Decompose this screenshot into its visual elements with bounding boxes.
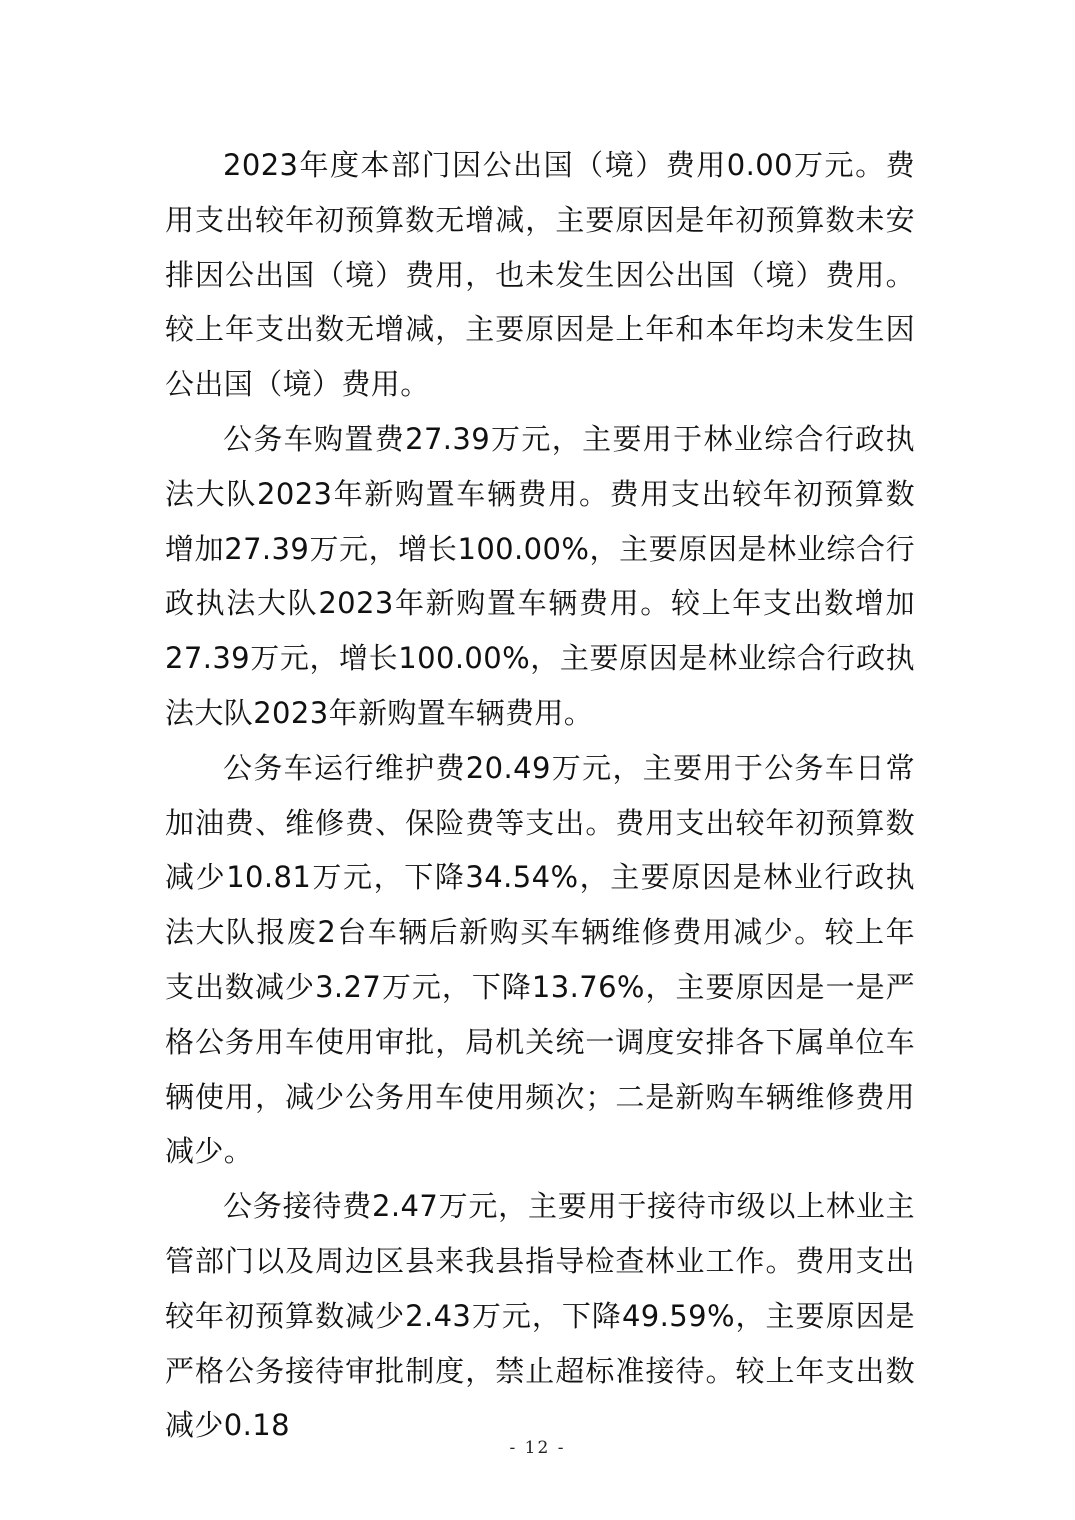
paragraph-reception-expense: 公务接待费2.47万元，主要用于接待市级以上林业主管部门以及周边区县来我县指导检查林业工作。费用支出较年初预算数减少2.43万元，下降49.59%，主要原因是严格公务接待审批制度，禁止超标准接待。较上年支出数减少0.18	[165, 1189, 915, 1443]
paragraph-vehicle-purchase-expense: 公务车购置费27.39万元，主要用于林业综合行政执法大队2023年新购置车辆费用。费用支出较年初预算数增加27.39万元，增长100.00%，主要原因是林业综合行政执法大队2023年新购置车辆费用。较上年支出数增加27.39万元，增长100.00%，主要原因是林业综合行政执法大队2023年新购置车辆费用。	[165, 421, 915, 730]
paragraph-vehicle-maintenance-expense: 公务车运行维护费20.49万元，主要用于公务车日常加油费、维修费、保险费等支出。费用支出较年初预算数减少10.81万元，下降34.54%，主要原因是林业行政执法大队报废2台车辆后新购买车辆维修费用减少。较上年支出数减少3.27万元，下降13.76%，主要原因是一是严格公务用车使用审批，局机关统一调度安排各下属单位车辆使用，减少公务用车使用频次；二是新购车辆维修费用减少。	[165, 750, 915, 1169]
document-body	[165, 138, 915, 1453]
page-number: - 12 -	[509, 1438, 566, 1458]
paragraph-overseas-travel-expense: 2023年度本部门因公出国（境）费用0.00万元。费用支出较年初预算数无增减，主要原因是年初预算数未安排因公出国（境）费用，也未发生因公出国（境）费用。较上年支出数无增减，主要原因是上年和本年均未发生因公出国（境）费用。	[165, 148, 915, 402]
